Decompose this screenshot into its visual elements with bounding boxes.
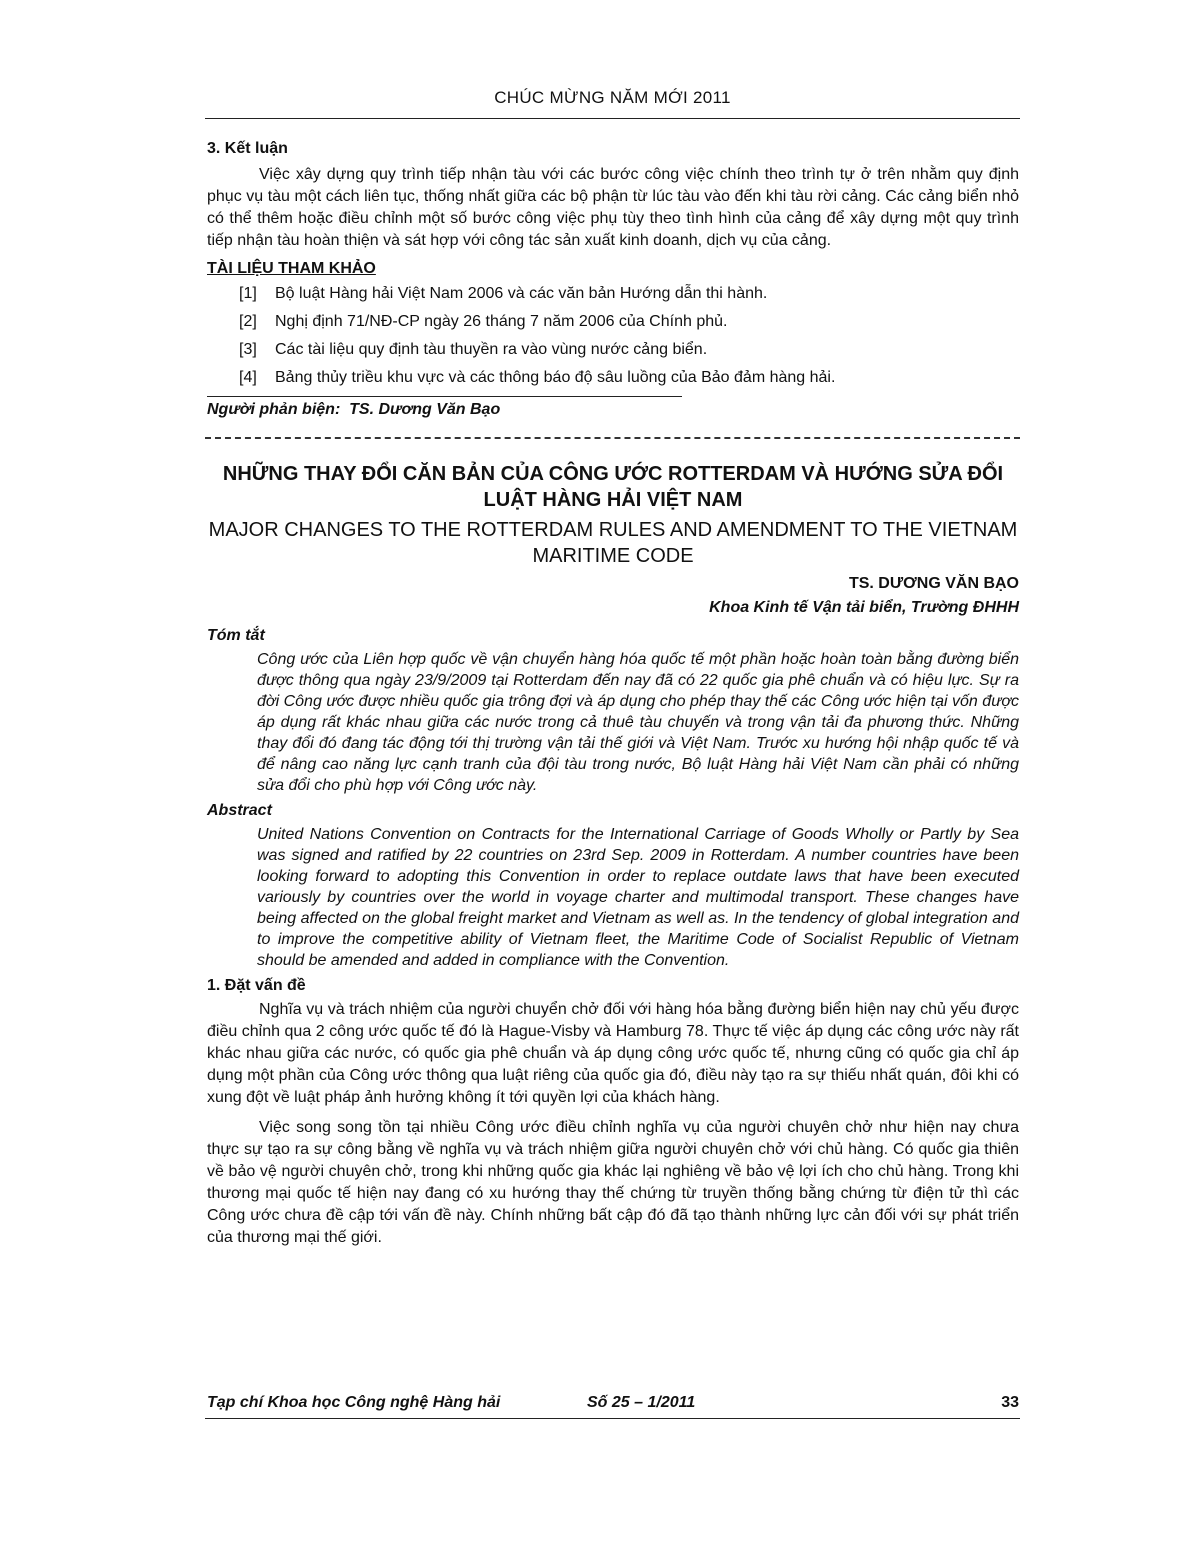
reviewer-label: Người phản biện:	[207, 401, 341, 418]
footer-rule	[205, 1418, 1020, 1419]
page-content	[207, 140, 1019, 1257]
references-list	[207, 284, 1019, 388]
reference-number: [3]	[239, 341, 257, 358]
page-footer	[207, 1394, 1019, 1418]
reference-text: Bảng thủy triều khu vực và các thông báo độ sâu luồng của Bảo đảm hàng hải.	[275, 369, 836, 386]
footer-journal: Tạp chí Khoa học Công nghệ Hàng hải	[207, 1394, 501, 1411]
page-number: 33	[1001, 1394, 1019, 1411]
summary-heading: Tóm tắt	[207, 627, 265, 644]
body-paragraph: Nghĩa vụ và trách nhiệm của người chuyển chở đối với hàng hóa bằng đường biển hiện nay chủ yếu được điều chỉnh qua 2 công ước quốc tế đó là Hague-Visby và Hamburg 78. Thực tế việc áp dụng các công ước này rất khác nhau giữa các nước, có quốc gia phê chuẩn và áp dụng công ước quốc tế, nhưng cũng có quốc gia chỉ áp dụng một phần của Công ước thông qua luật riêng của quốc gia đó, điều này tạo ra sự thiếu nhất quán, đôi khi có xung đột về luật pháp ảnh hưởng không ít tới quyền lợi của khách hàng.	[207, 1001, 1019, 1106]
abstract-text: United Nations Convention on Contracts for the International Carriage of Goods Wholly or Partly by Sea was signed and ratified by 22 countries on 23rd Sep. 2009 in Rotterdam. A number countries have been looking forward to adopting this Convention in order to replace outdate laws that have been executed variously by countries over the world in voyage charter and multimodal transport. These changes have being affected on the global freight market and Vietnam as well as. In the tendency of global integration and to improve the competitive ability of Vietnam fleet, the Maritime Code of Socialist Republic of Vietnam should be amended and added in compliance with the Convention.	[257, 826, 1019, 969]
reference-number: [1]	[239, 285, 257, 302]
section-heading: 1. Đặt vấn đề	[207, 977, 306, 994]
summary-text: Công ước của Liên hợp quốc về vận chuyển hàng hóa quốc tế một phần hoặc hoàn toàn bằng đường biển được thông qua ngày 23/9/2009 tại Rotterdam đến nay đã có 22 quốc gia phê chuẩn và có hiệu lực. Sự ra đời Công ước được nhiều quốc gia trông đợi và áp dụng cho phép thay thế các Công ước hiện tại vốn được áp dụng rất khác nhau giữa các nước trong cả thuê tàu chuyến và trong vận tải đa phương thức. Những thay đổi đó đang tác động tới thị trường vận tải thế giới và Việt Nam. Trước xu hướng hội nhập quốc tế và để nâng cao năng lực cạnh tranh của đội tàu trong nước, Bộ luật Hàng hải Việt Nam cần phải có những sửa đổi cho phù hợp với Công ước này.	[257, 651, 1019, 794]
reference-item	[239, 312, 1019, 332]
reviewer-rule	[207, 396, 682, 397]
reference-item	[239, 368, 1019, 388]
conclusion-paragraph: Việc xây dựng quy trình tiếp nhận tàu với các bước công việc chính theo trình tự ở trên nhằm quy định phục vụ tàu một cách liên tục, thống nhất giữa các bộ phận từ lúc tàu vào đến khi tàu rời cảng. Các cảng biển nhỏ có thể thêm hoặc điều chỉnh một số bước công việc phụ tùy theo tình hình của cảng để xây dựng một quy trình tiếp nhận tàu hoàn thiện và sát hợp với công tác sản xuất kinh doanh, dịch vụ của cảng.	[207, 166, 1019, 249]
references-heading: TÀI LIỆU THAM KHẢO	[207, 260, 376, 277]
header-rule	[205, 118, 1020, 119]
abstract-heading: Abstract	[207, 802, 272, 819]
article-affiliation: Khoa Kinh tế Vận tải biển, Trường ĐHHH	[709, 599, 1019, 616]
article-title-english: MAJOR CHANGES TO THE ROTTERDAM RULES AND AMENDMENT TO THE VIETNAM MARITIME CODE	[208, 519, 1018, 567]
reference-text: Các tài liệu quy định tàu thuyền ra vào vùng nước cảng biển.	[275, 341, 708, 358]
running-header: CHÚC MỪNG NĂM MỚI 2011	[494, 88, 731, 107]
article-title-vietnamese: NHỮNG THAY ĐỔI CĂN BẢN CỦA CÔNG ƯỚC ROTTERDAM VÀ HƯỚNG SỬA ĐỔI LUẬT HÀNG HẢI VIỆT NAM	[222, 463, 1004, 511]
reference-number: [2]	[239, 313, 257, 330]
body-paragraph: Việc song song tồn tại nhiều Công ước điều chỉnh nghĩa vụ của người chuyên chở như hiện nay chưa thực sự tạo ra sự công bằng về nghĩa vụ và trách nhiệm giữa người chuyên chở với chủ hàng. Có quốc gia thiên về bảo vệ người chuyên chở, trong khi những quốc gia khác lại nghiêng về bảo vệ lợi ích cho chủ hàng. Trong khi thương mại quốc tế hiện nay đang có xu hướng thay thế chứng từ truyền thống bằng chứng từ điện tử thì các Công ước chưa đề cập tới vấn đề này. Chính những bất cập đó đã tạo thành những lực cản đối với sự phát triển của thương mại thế giới.	[207, 1119, 1019, 1246]
article-separator	[205, 437, 1020, 439]
reference-item	[239, 284, 1019, 304]
reference-number: [4]	[239, 369, 257, 386]
reference-text: Bộ luật Hàng hải Việt Nam 2006 và các văn bản Hướng dẫn thi hành.	[275, 285, 768, 302]
reviewer-name: TS. Dương Văn Bạo	[349, 401, 501, 418]
reference-item	[239, 340, 1019, 360]
footer-issue: Số 25 – 1/2011	[587, 1394, 696, 1411]
reference-text: Nghị định 71/NĐ-CP ngày 26 tháng 7 năm 2006 của Chính phủ.	[275, 313, 728, 330]
article-author: TS. DƯƠNG VĂN BẠO	[848, 575, 1019, 592]
reviewer-line	[207, 401, 1019, 419]
conclusion-heading: 3. Kết luận	[207, 140, 288, 157]
